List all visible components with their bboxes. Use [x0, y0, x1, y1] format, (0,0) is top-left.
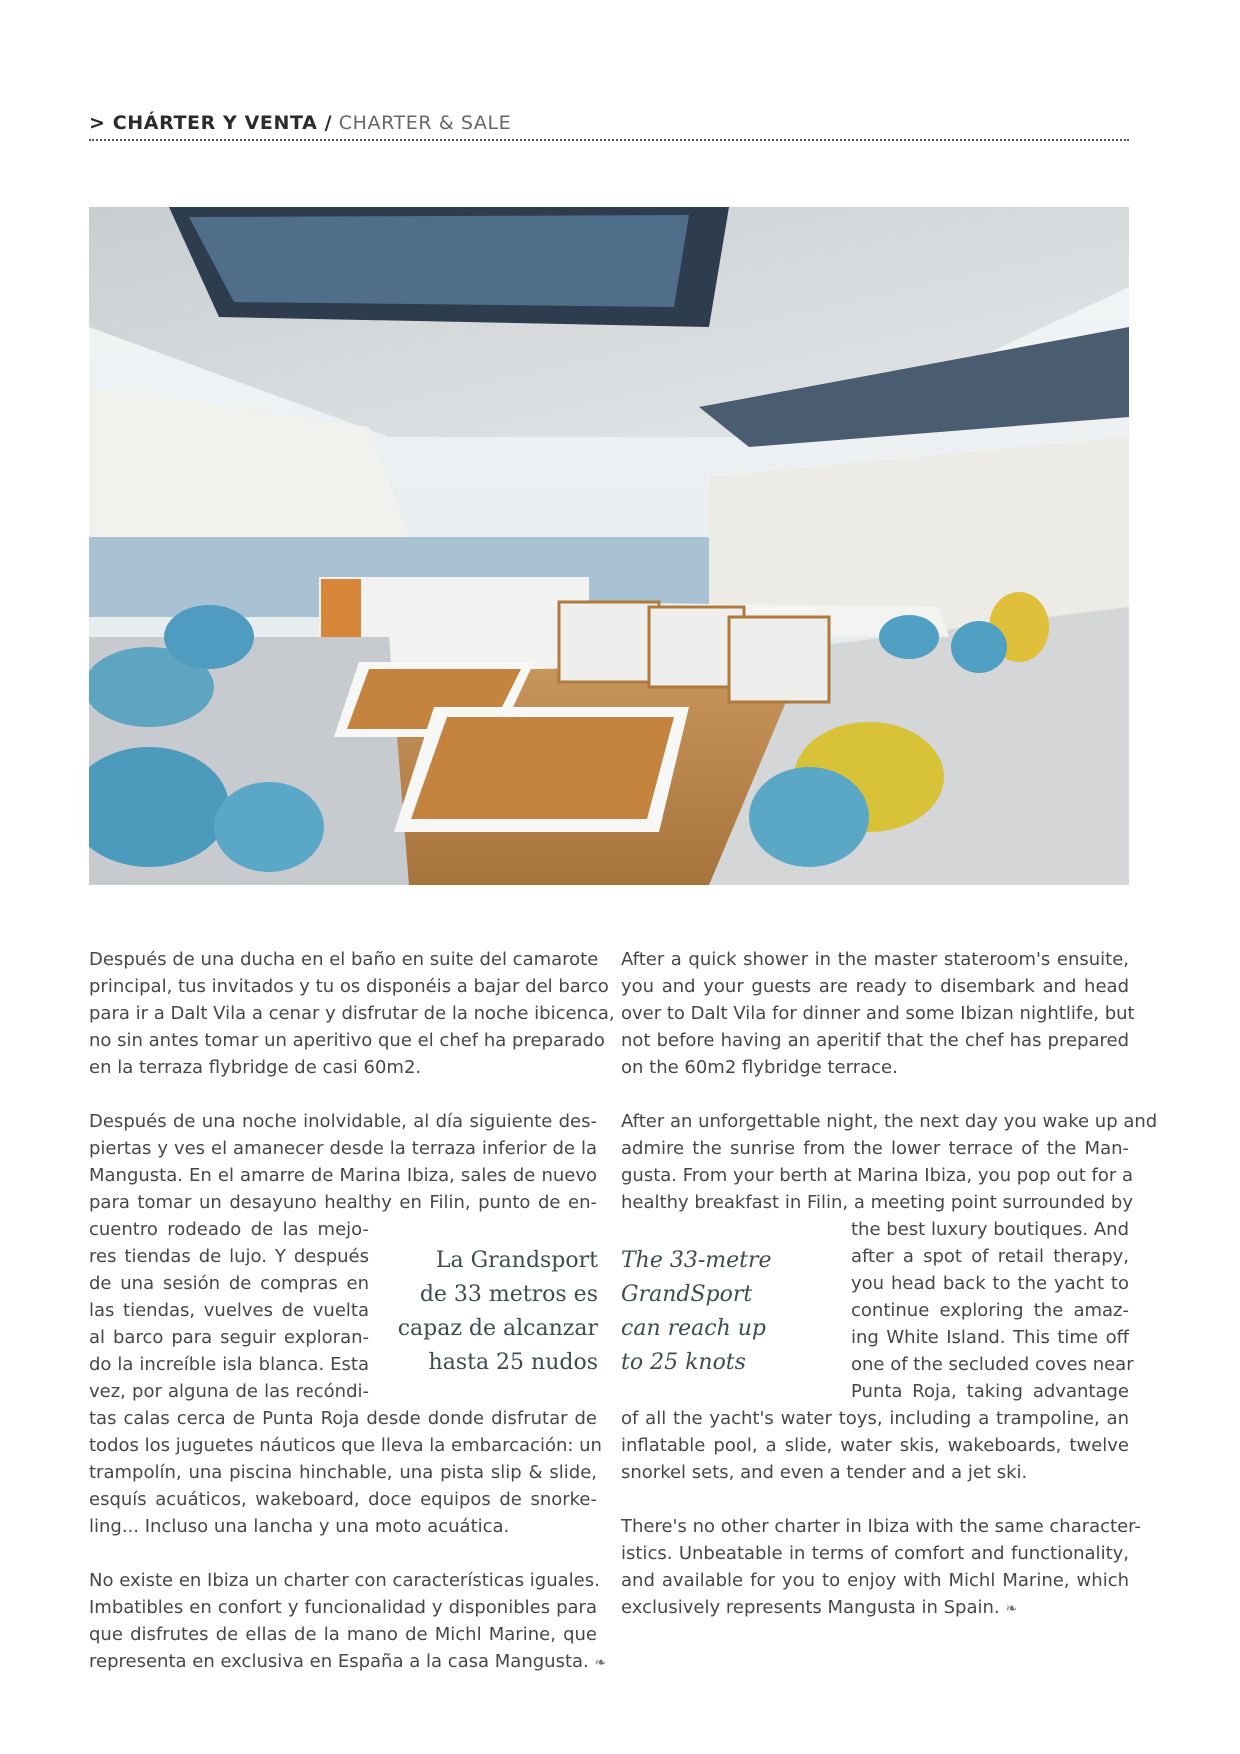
text-line: and available for you to enjoy with Michl Marine, which — [621, 1570, 1129, 1591]
wrapped-text-en — [851, 1216, 1134, 1405]
pullquote-line: GrandSport — [621, 1282, 753, 1307]
text-line: admire the sunrise from the lower terrace of the Man- — [621, 1138, 1129, 1159]
text-line: There's no other charter in Ibiza with the same character- — [621, 1516, 1141, 1537]
text-line: piertas y ves el amanecer desde la terraza inferior de la — [89, 1138, 597, 1159]
text-line: ling... Incluso una lancha y una moto acuática. — [89, 1516, 510, 1537]
text-line: de una sesión de compras en — [89, 1273, 369, 1294]
text-line: Después de una ducha en el baño en suite del camarote — [89, 949, 599, 970]
text-line: healthy breakfast in Filin, a meeting point surrounded by — [621, 1192, 1133, 1213]
text-line — [621, 1594, 1129, 1623]
text-line: do la increíble isla blanca. Esta — [89, 1354, 369, 1375]
text-line: No existe en Ibiza un charter con características iguales. — [89, 1570, 600, 1591]
section-title-en: CHARTER & SALE — [338, 112, 512, 134]
paragraph-en-3 — [621, 1513, 1141, 1623]
paragraph-es-1 — [89, 946, 615, 1081]
pullquote-en — [621, 1244, 841, 1380]
text-line: no sin antes tomar un aperitivo que el chef ha preparado — [89, 1030, 605, 1051]
text-line: continue exploring the amaz- — [851, 1300, 1129, 1321]
text-line: the best luxury boutiques. And — [851, 1219, 1129, 1240]
photo-illustration — [89, 207, 1129, 885]
text-line: que disfrutes de ellas de la mano de Michl Marine, que — [89, 1624, 597, 1645]
text-line: istics. Unbeatable in terms of comfort and functionality, — [621, 1543, 1129, 1564]
pullquote-line: La Grandsport — [435, 1248, 598, 1273]
text-line: cuentro rodeado de las mejo- — [89, 1219, 369, 1240]
text-line: over to Dalt Vila for dinner and some Ibizan nightlife, but — [621, 1003, 1135, 1024]
text-line: gusta. From your berth at Marina Ibiza, you pop out for a — [621, 1165, 1134, 1186]
text-line: al barco para seguir exploran- — [89, 1327, 369, 1348]
pullquote-es — [392, 1244, 598, 1380]
pullquote-line: hasta 25 nudos — [428, 1350, 598, 1375]
text-line: after a spot of retail therapy, — [851, 1246, 1129, 1267]
text-line-content: representa en exclusiva en España a la casa Mangusta. — [89, 1651, 589, 1672]
pullquote-line: capaz de alcanzar — [397, 1316, 598, 1341]
text-line: Imbatibles en confort y funcionalidad y disponibles para — [89, 1597, 597, 1618]
text-line: principal, tus invitados y tu os disponéis a bajar del barco — [89, 976, 609, 997]
text-line: en la terraza flybridge de casi 60m2. — [89, 1057, 422, 1078]
text-line: ing White Island. This time off — [851, 1327, 1129, 1348]
text-line: para tomar un desayuno healthy en Filin, punto de en- — [89, 1192, 597, 1213]
text-line: para ir a Dalt Vila a cenar y disfrutar de la noche ibicenca, — [89, 1003, 615, 1024]
section-title-es: > CHÁRTER Y VENTA / — [89, 112, 333, 134]
text-line: esquís acuáticos, wakeboard, doce equipos de snorke- — [89, 1489, 597, 1510]
text-line: Mangusta. En el amarre de Marina Ibiza, sales de nuevo — [89, 1165, 597, 1186]
shell-end-mark-icon: ❧ — [1005, 1601, 1018, 1617]
text-line: of all the yacht's water toys, including a trampoline, an — [621, 1408, 1129, 1429]
text-line: on the 60m2 flybridge terrace. — [621, 1057, 898, 1078]
pullquote-line: de 33 metros es — [419, 1282, 598, 1307]
pullquote-line: The 33-metre — [621, 1248, 772, 1273]
text-line: Punta Roja, taking advantage — [851, 1381, 1129, 1402]
wrapped-text-es — [89, 1216, 369, 1405]
text-line: After an unforgettable night, the next day you wake up and — [621, 1111, 1158, 1132]
text-line: inflatable pool, a slide, water skis, wakeboards, twelve — [621, 1435, 1129, 1456]
text-line: trampolín, una piscina hinchable, una pista slip & slide, — [89, 1462, 597, 1483]
text-line-content: exclusively represents Mangusta in Spain. — [621, 1597, 1000, 1618]
text-line: res tiendas de lujo. Y después — [89, 1246, 369, 1267]
text-line: not before having an aperitif that the chef has prepared — [621, 1030, 1129, 1051]
shell-end-mark-icon: ❧ — [594, 1655, 607, 1671]
text-line: todos los juguetes náuticos que lleva la embarcación: un — [89, 1435, 602, 1456]
text-line: After a quick shower in the master stateroom's ensuite, — [621, 949, 1129, 970]
pullquote-line: to 25 knots — [621, 1350, 746, 1375]
text-line: vez, por alguna de las recóndi- — [89, 1381, 369, 1402]
text-line: Después de una noche inolvidable, al día siguiente des- — [89, 1111, 597, 1132]
text-line: you and your guests are ready to disembark and head — [621, 976, 1129, 997]
text-line — [89, 1648, 607, 1677]
text-line: las tiendas, vuelves de vuelta — [89, 1300, 369, 1321]
pullquote-line: can reach up — [621, 1316, 766, 1341]
text-line: you head back to the yacht to — [851, 1273, 1129, 1294]
text-line: one of the secluded coves near — [851, 1354, 1134, 1375]
paragraph-en-1 — [621, 946, 1135, 1081]
paragraph-es-3 — [89, 1567, 607, 1677]
yacht-flybridge-photo — [89, 207, 1129, 885]
section-header — [89, 112, 1129, 141]
text-line: snorkel sets, and even a tender and a jet ski. — [621, 1462, 1028, 1483]
text-line: tas calas cerca de Punta Roja desde donde disfrutar de — [89, 1408, 597, 1429]
